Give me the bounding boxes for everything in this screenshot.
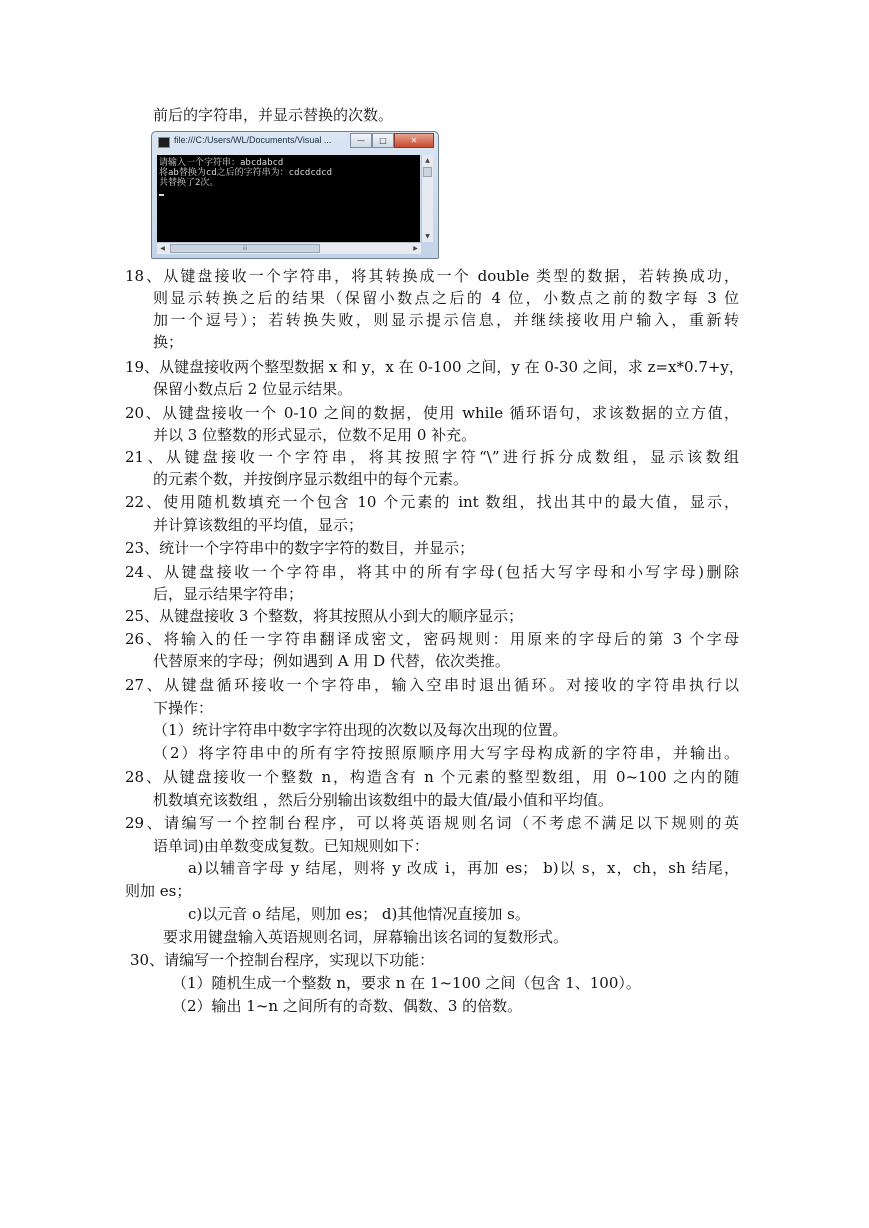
console-app-icon (158, 137, 170, 148)
console-window-screenshot (151, 131, 439, 259)
item-29-line-1: 29、请编写一个控制台程序，可以将英语规则名词（不考虑不满足以下规则的英 (125, 814, 739, 832)
item-26-line-2: 代替原来的字母；例如遇到 A 用 D 代替，依次类推。 (153, 652, 510, 670)
console-title: file:///C:/Users/WL/Documents/Visual ... (174, 135, 332, 145)
item-26-line-1: 26、将输入的任一字符串翻译成密文，密码规则：用原来的字母后的第 3 个字母 (125, 630, 739, 648)
console-cursor (159, 188, 418, 199)
item-22-line-2: 并计算该数组的平均值，显示； (153, 516, 364, 534)
item-19-line-1: 19、从键盘接收两个整型数据 x 和 y，x 在 0-100 之间，y 在 0-30 之间，求 z=x*0.7+y， (125, 358, 744, 376)
item-30-sub-1: （1）随机生成一个整数 n，要求 n 在 1~100 之间（包含 1、100）。 (172, 974, 641, 992)
item-30-sub-2: （2）输出 1~n 之间所有的奇数、偶数、3 的倍数。 (172, 997, 523, 1015)
scroll-left-icon: ◀ (160, 245, 165, 252)
console-titlebar (152, 132, 438, 154)
item-21-line-1: 21、从键盘接收一个字符串，将其按照字符“\”进行拆分成数组，显示该数组 (125, 448, 739, 466)
item-28-line-2: 机数填充该数组 ，然后分别输出该数组中的最大值/最小值和平均值。 (153, 791, 613, 809)
item-21-line-2: 的元素个数，并按倒序显示数组中的每个元素。 (153, 470, 469, 488)
horizontal-scrollbar (157, 242, 421, 254)
item-28-line-1: 28、从键盘接收一个整数 n，构造含有 n 个元素的整型数组，用 0~100 之内的随 (125, 768, 739, 786)
item-27-line-2: 下操作： (153, 699, 214, 717)
minimize-icon: — (350, 133, 372, 148)
item-29-rule-cd: c)以元音 o 结尾，则加 es； d)其他情况直接加 s。 (188, 905, 530, 923)
item-27-line-1: 27、从键盘循环接收一个字符串，输入空串时退出循环。对接收的字符串执行以 (125, 676, 739, 694)
intro-line: 前后的字符串，并显示替换的次数。 (153, 106, 394, 124)
maximize-icon: □ (372, 133, 394, 148)
item-30-line-1: 30、请编写一个控制台程序，实现以下功能： (130, 951, 435, 969)
scroll-up-icon: ▲ (425, 157, 430, 164)
console-output (157, 155, 420, 242)
item-20-line-2: 并以 3 位整数的形式显示，位数不足用 0 补充。 (153, 426, 477, 444)
item-18-line-1: 18、从键盘接收一个字符串，将其转换成一个 double 类型的数据，若转换成功， (125, 267, 739, 285)
item-20-line-1: 20、从键盘接收一个 0-10 之间的数据，使用 while 循环语句，求该数据的立方值， (125, 404, 739, 422)
item-23-line-1: 23、统计一个字符串中的数字字符的数目，并显示； (125, 539, 475, 557)
vertical-scrollbar (421, 155, 433, 242)
console-line: 共替换了2次。 (159, 178, 219, 188)
console-line: 请输入一个字符串：abcdabcd (159, 158, 284, 168)
item-22-line-1: 22、使用随机数填充一个包含 10 个元素的 int 数组，找出其中的最大值，显示， (125, 493, 739, 511)
item-18-line-4: 换； (153, 333, 184, 351)
item-24-line-1: 24、从键盘接收一个字符串，将其中的所有字母(包括大写字母和小写字母)删除 (125, 563, 739, 581)
item-19-line-2: 保留小数点后 2 位显示结果。 (153, 380, 353, 398)
item-29-requirement: 要求用键盘输入英语规则名词，屏幕输出该名词的复数形式。 (163, 928, 569, 946)
close-icon: ✕ (394, 133, 434, 148)
scroll-thumb (423, 167, 432, 177)
item-24-line-2: 后，显示结果字符串； (153, 585, 304, 603)
scroll-down-icon: ▼ (425, 233, 430, 240)
item-25-line-1: 25、从键盘接收 3 个整数，将其按照从小到大的顺序显示； (125, 607, 524, 625)
item-18-line-2: 则显示转换之后的结果（保留小数点之后的 4 位，小数点之前的数字每 3 位 (153, 289, 739, 307)
item-29-rule-ab: a)以辅音字母 y 结尾，则将 y 改成 i，再加 es； b)以 s，x，ch，sh 结尾， (188, 859, 739, 877)
window-buttons (350, 133, 434, 149)
scroll-right-icon: ▶ (413, 245, 418, 252)
item-27-sub-1: （1）统计字符串中数字字符出现的次数以及每次出现的位置。 (153, 721, 568, 739)
item-27-sub-2: （2）将字符串中的所有字符按照原顺序用大写字母构成新的字符串，并输出。 (153, 744, 739, 762)
scroll-thumb-horizontal: ⁞⁞⁞ (170, 244, 320, 253)
console-line: 将ab替换为cd之后的字符串为：cdcdcdcd (159, 168, 333, 178)
item-29-rule-b-cont: 则加 es； (125, 882, 192, 900)
item-18-line-3: 加一个逗号）；若转换失败，则显示提示信息，并继续接收用户输入，重新转 (153, 311, 739, 329)
item-29-line-2: 语单词)由单数变成复数。已知规则如下： (153, 837, 429, 855)
